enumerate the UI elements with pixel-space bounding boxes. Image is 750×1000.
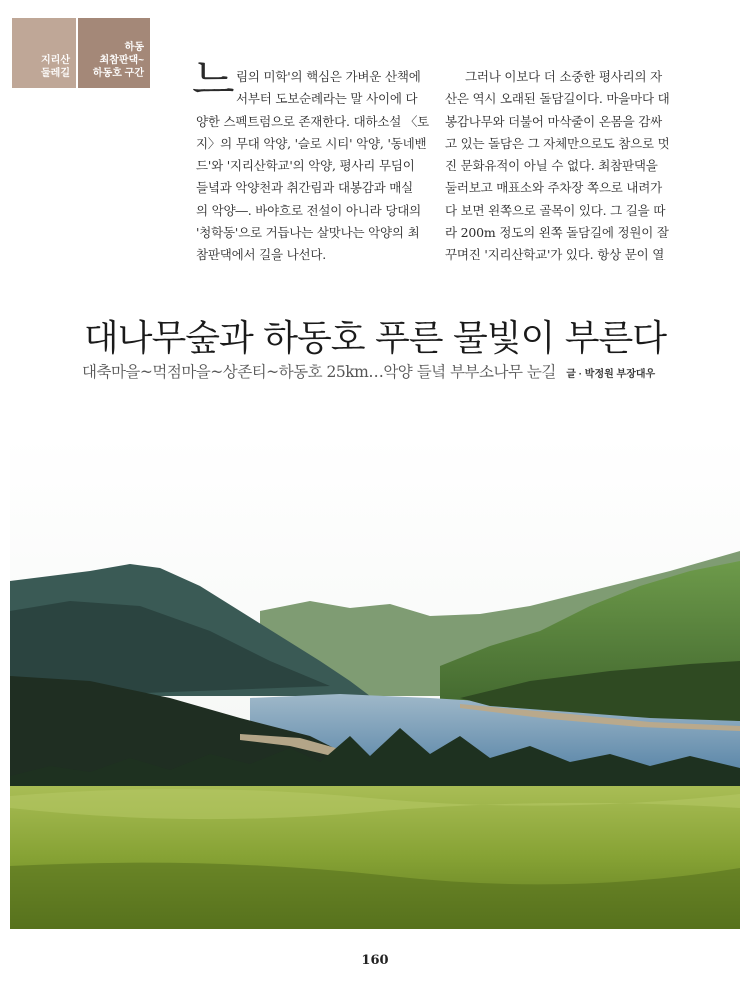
section-tab (12, 18, 150, 88)
section-tab-route-line: 하동 (124, 42, 144, 53)
body-line: 서부터 도보순례라는 말 사이에 다 (236, 91, 418, 107)
body-line: 고 있는 돌담은 그 자체만으로도 참으로 멋 (445, 135, 670, 151)
body-line: 들녘과 악양천과 취간림과 대봉감과 매실 (196, 180, 413, 196)
body-line: 다 보면 왼쪽으로 골목이 있다. 그 길을 따 (445, 202, 666, 218)
body-column-1 (196, 66, 432, 267)
section-tab-route-line: 최참판댁~ (99, 55, 144, 66)
body-line: 라 200m 정도의 왼쪽 돌담길에 정원이 잘 (445, 225, 669, 241)
body-line: 산은 역시 오래된 돌담길이다. 마을마다 대 (445, 91, 670, 107)
body-line: 봉감나무와 더불어 마삭줄이 온몸을 감싸 (445, 113, 662, 129)
article-headline: 대나무숲과 하동호 푸른 물빛이 부른다 (83, 318, 667, 359)
body-line: 드'와 '지리산학교'의 악양, 평사리 무딤이 (196, 158, 415, 174)
body-line: 둘러보고 매표소와 주차장 쪽으로 내려가 (445, 180, 662, 196)
body-line: 진 문화유적이 아닐 수 없다. 최참판댁을 (445, 158, 658, 174)
page-number: 160 (361, 953, 389, 968)
body-column-2 (445, 66, 680, 267)
section-tab-route-line: 하동호 구간 (92, 68, 144, 79)
body-line: 지〉의 무대 악양, '슬로 시티' 악양, '동네밴 (196, 135, 427, 151)
landscape-photo (10, 436, 740, 929)
section-tab-region (12, 18, 76, 88)
byline: 글 · 박정원 부장대우 (566, 369, 656, 380)
section-tab-region-line: 지리산 (41, 55, 70, 66)
section-tab-route (78, 18, 150, 88)
body-line: 림의 미학'의 핵심은 가벼운 산책에 (236, 69, 421, 84)
article-subheadline (82, 360, 655, 382)
subheadline-text: 대축마을~먹점마을~상존티~하동호 25km…악양 들녘 부부소나무 눈길 (82, 363, 556, 381)
dropcap-letter: 느 (192, 54, 235, 105)
body-line: 양한 스펙트럼으로 존재한다. 대하소설 〈토 (196, 113, 430, 129)
lake-mountain-illustration (10, 436, 740, 929)
body-line: '청학동'으로 거듭나는 살맛나는 악양의 최 (196, 225, 420, 241)
body-line: 참판댁에서 길을 나선다. (196, 247, 327, 263)
body-line: 그러나 이보다 더 소중한 평사리의 자 (465, 69, 662, 84)
body-line: 의 악양―. 바야흐로 전설이 아니라 당대의 (196, 202, 421, 218)
section-tab-region-line: 둘레길 (41, 68, 70, 79)
body-line: 꾸며진 '지리산학교'가 있다. 항상 문이 열 (445, 247, 665, 263)
